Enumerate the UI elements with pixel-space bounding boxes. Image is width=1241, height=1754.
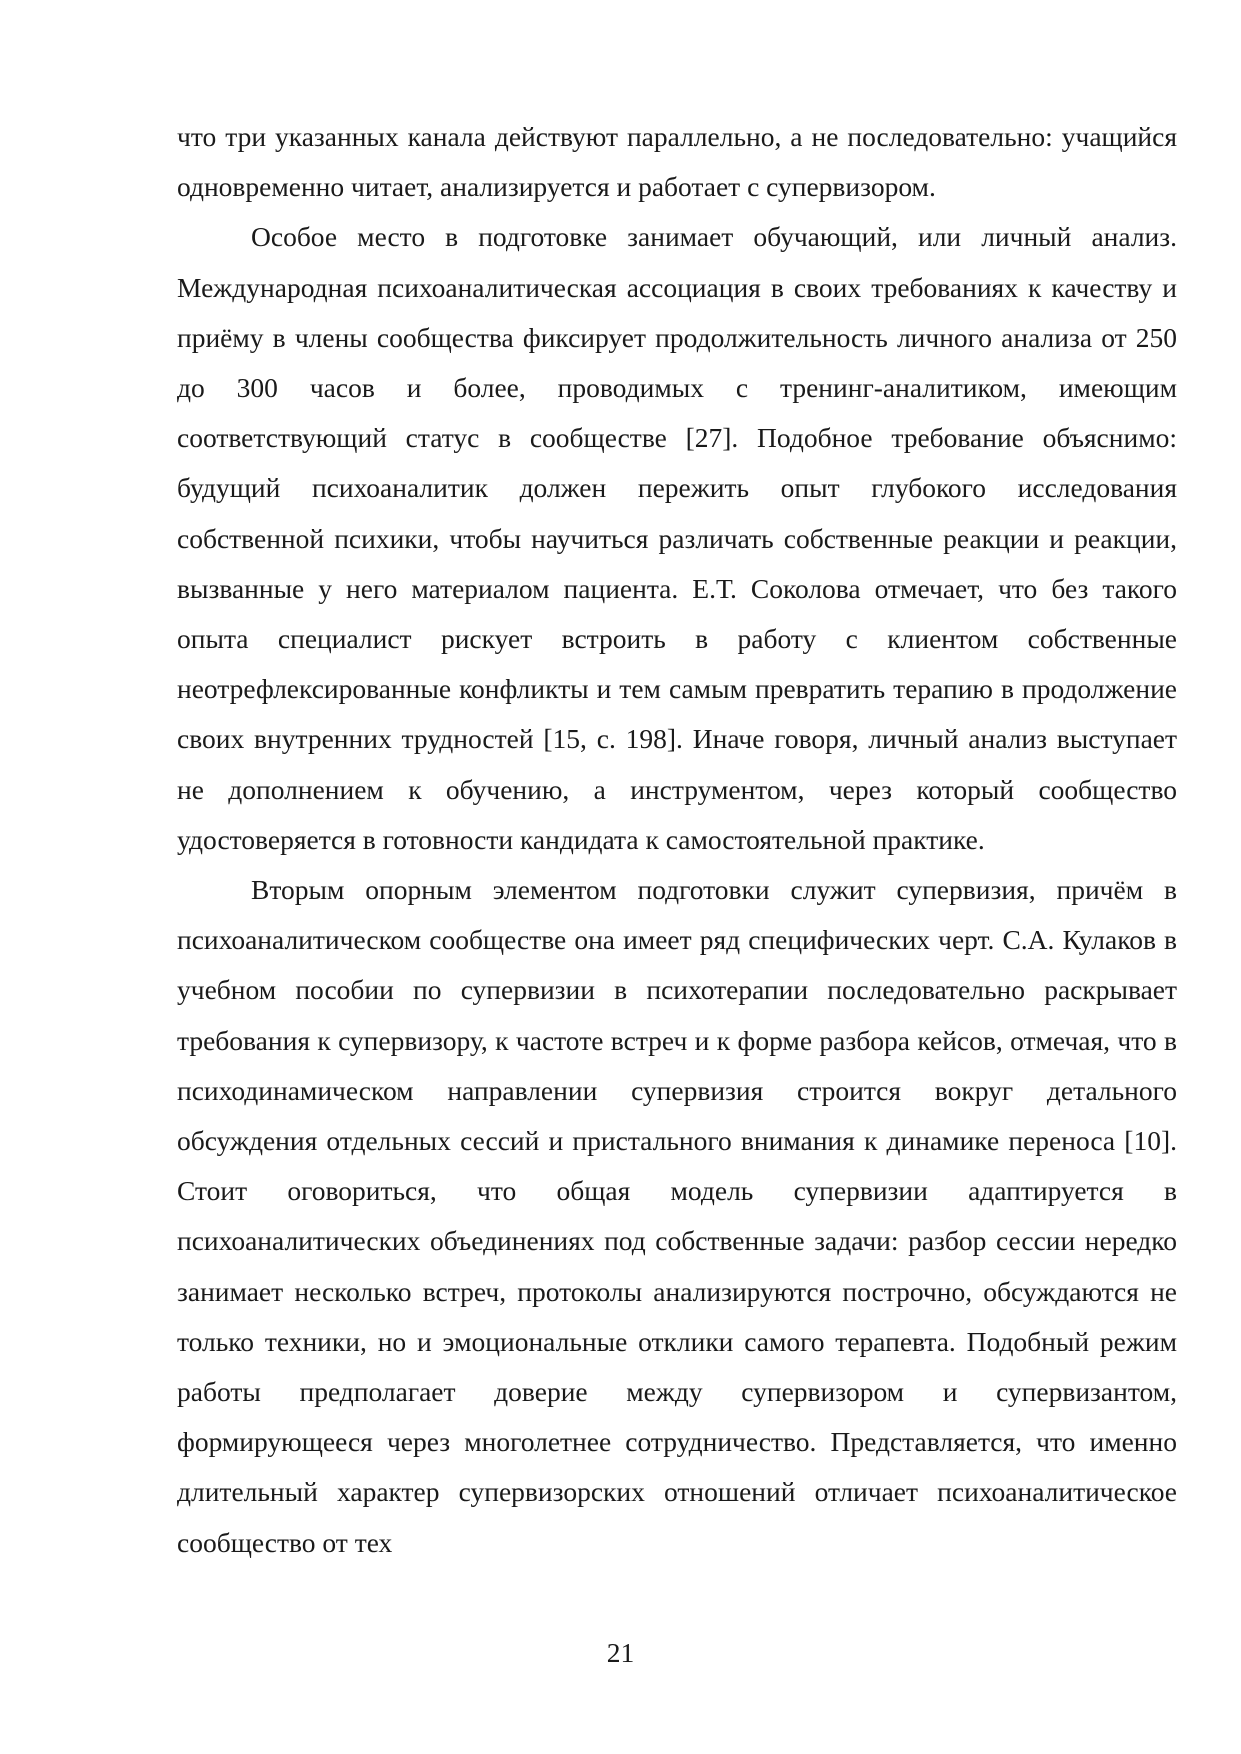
paragraph-personal-analysis: Особое место в подготовке занимает обучающий, или личный анализ. Международная психоаналитическая ассоциация в своих требованиях к качеству и приёму в члены сообщества фиксирует продолжительность личного анализа от 250 до 300 часов и более, проводимых с тренинг-аналитиком, имеющим соответствующий статус в сообществе [27]. Подобное требование объяснимо: будущий психоаналитик должен пережить опыт глубокого исследования собственной психики, чтобы научиться различать собственные реакции и реакции, вызванные у него материалом пациента. Е.Т. Соколова отмечает, что без такого опыта специалист рискует встроить в работу с клиентом собственные неотрефлексированные конфликты и тем самым превратить терапию в продолжение своих внутренних трудностей [15, с. 198]. Иначе говоря, личный анализ выступает не дополнением к обучению, а инструментом, через который сообщество удостоверяется в готовности кандидата к самостоятельной практике.	[177, 221, 1177, 855]
paragraph-continuation: что три указанных канала действуют параллельно, а не последовательно: учащийся одновременно читает, анализируется и работает с супервизором.	[177, 121, 1177, 203]
paragraph-supervision: Вторым опорным элементом подготовки служит супервизия, причём в психоаналитическом сообществе она имеет ряд специфических черт. С.А. Кулаков в учебном пособии по супервизии в психотерапии последовательно раскрывает требования к супервизору, к частоте встреч и к форме разбора кейсов, отмечая, что в психодинамическом направлении супервизия строится вокруг детального обсуждения отдельных сессий и пристального внимания к динамике переноса [10]. Стоит оговориться, что общая модель супервизии адаптируется в психоаналитических объединениях под собственные задачи: разбор сессии нередко занимает несколько встреч, протоколы анализируются построчно, обсуждаются не только техники, но и эмоциональные отклики самого терапевта. Подобный режим работы предполагает доверие между супервизором и супервизантом, формирующееся через многолетнее сотрудничество. Представляется, что именно длительный характер супервизорских отношений отличает психоаналитическое сообщество от тех	[177, 874, 1177, 1558]
page-number: 21	[606, 1637, 635, 1668]
body-text	[177, 112, 1177, 1568]
